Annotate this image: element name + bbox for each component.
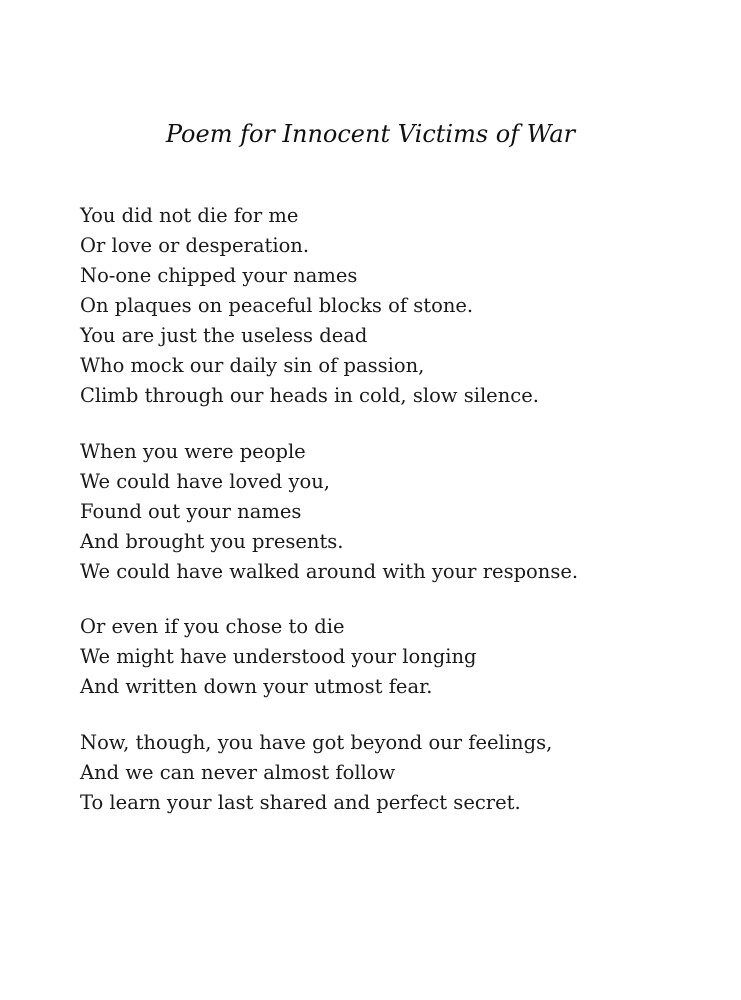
poem-line: When you were people [80, 440, 306, 463]
stanza-2 [80, 437, 720, 587]
poem-line: No-one chipped your names [80, 264, 358, 287]
poem-line: To learn your last shared and perfect secret. [80, 791, 521, 814]
poem-line: We could have loved you, [80, 470, 330, 493]
poem-line: We could have walked around with your response. [80, 560, 579, 583]
poem-line: On plaques on peaceful blocks of stone. [80, 294, 474, 317]
stanza-3 [80, 612, 720, 702]
poem-line: And brought you presents. [80, 530, 344, 553]
poem-line: Or even if you chose to die [80, 615, 345, 638]
poem-line: Who mock our daily sin of passion, [80, 354, 425, 377]
poem-line: And we can never almost follow [80, 761, 396, 784]
poem-line: Climb through our heads in cold, slow silence. [80, 384, 539, 407]
stanza-4 [80, 728, 720, 818]
stanza-1 [80, 201, 720, 411]
poem-line: You did not die for me [80, 204, 299, 227]
poem-line: We might have understood your longing [80, 645, 477, 668]
poem-line: Or love or desperation. [80, 234, 310, 257]
poem-title: Poem for Innocent Victims of War [165, 120, 576, 148]
poem-line: And written down your utmost fear. [80, 675, 433, 698]
poem-line: You are just the useless dead [80, 324, 368, 347]
poem-line: Found out your names [80, 500, 302, 523]
poem-line: Now, though, you have got beyond our feelings, [80, 731, 553, 754]
